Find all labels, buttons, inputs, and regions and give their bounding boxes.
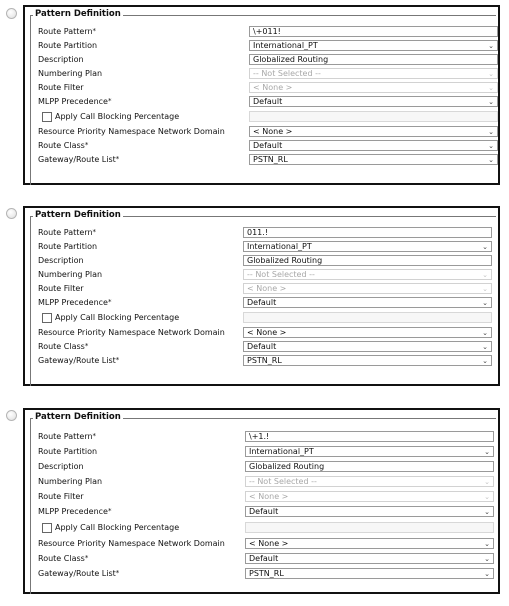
required-marker: * [84, 554, 89, 562]
mlpp-value: Default [249, 507, 279, 516]
chevron-down-icon: ⌄ [482, 285, 488, 293]
gateway-select[interactable] [249, 154, 498, 165]
rpnd-row [25, 326, 498, 340]
gateway-value: PSTN_RL [247, 356, 282, 365]
rpnd-select[interactable] [245, 538, 494, 549]
route-pattern-label: Route Pattern* [38, 228, 97, 237]
chevron-down-icon: ⌄ [482, 299, 488, 307]
route-partition-row [25, 445, 498, 459]
pattern-definition-box [23, 5, 500, 185]
chevron-down-icon: ⌄ [484, 570, 490, 578]
rpnd-value: < None > [249, 539, 289, 548]
description-input[interactable]: Globalized Routing [249, 54, 498, 65]
chevron-down-icon: ⌄ [484, 555, 490, 563]
pattern-definition-box [23, 206, 500, 386]
required-marker: * [92, 228, 97, 236]
call-blocking-row [25, 311, 498, 325]
call-blocking-row [25, 521, 498, 535]
pattern-panel-1 [0, 0, 509, 190]
route-partition-value: International_PT [253, 41, 318, 50]
route-partition-row [25, 240, 498, 254]
route-partition-select[interactable] [249, 40, 498, 51]
chevron-down-icon: ⌄ [488, 84, 494, 92]
required-marker: * [115, 356, 120, 364]
numbering-plan-select [245, 476, 494, 487]
numbering-plan-label: Numbering Plan [38, 270, 103, 279]
call-blocking-label: Apply Call Blocking Percentage [55, 523, 180, 532]
chevron-down-icon: ⌄ [484, 508, 490, 516]
chevron-down-icon: ⌄ [482, 329, 488, 337]
chevron-down-icon: ⌄ [484, 493, 490, 501]
required-marker: * [107, 507, 112, 515]
route-filter-value: < None > [247, 284, 287, 293]
chevron-down-icon: ⌄ [482, 343, 488, 351]
gateway-label: Gateway/Route List* [38, 155, 120, 164]
mlpp-label: MLPP Precedence* [38, 298, 112, 307]
pattern-definition-box [23, 408, 500, 594]
chevron-down-icon: ⌄ [484, 540, 490, 548]
route-class-value: Default [249, 554, 279, 563]
description-row [25, 254, 498, 268]
route-class-value: Default [253, 141, 283, 150]
numbering-plan-value: -- Not Selected -- [249, 477, 317, 486]
panel-select-radio[interactable] [6, 8, 17, 19]
mlpp-row [25, 95, 498, 109]
section-legend: Pattern Definition [35, 9, 121, 19]
numbering-plan-row [25, 67, 498, 81]
route-filter-value: < None > [249, 492, 289, 501]
gateway-value: PSTN_RL [249, 569, 284, 578]
rpnd-value: < None > [247, 328, 287, 337]
mlpp-select[interactable] [249, 96, 498, 107]
route-partition-value: International_PT [247, 242, 312, 251]
mlpp-select[interactable] [245, 506, 494, 517]
numbering-plan-row [25, 475, 498, 489]
section-legend: Pattern Definition [35, 412, 121, 422]
required-marker: * [107, 298, 112, 306]
route-class-label: Route Class* [38, 141, 89, 150]
chevron-down-icon: ⌄ [488, 42, 494, 50]
route-class-select[interactable] [243, 341, 492, 352]
description-label: Description [38, 462, 84, 471]
numbering-plan-select [249, 68, 498, 79]
rpnd-value: < None > [253, 127, 293, 136]
rpnd-select[interactable] [249, 126, 498, 137]
rpnd-row [25, 125, 498, 139]
description-row [25, 460, 498, 474]
chevron-down-icon: ⌄ [484, 478, 490, 486]
mlpp-value: Default [253, 97, 283, 106]
call-blocking-percentage-input [245, 522, 494, 533]
required-marker: * [92, 432, 97, 440]
route-partition-select[interactable] [243, 241, 492, 252]
description-input[interactable]: Globalized Routing [245, 461, 494, 472]
gateway-select[interactable] [243, 355, 492, 366]
route-pattern-input[interactable]: \+011! [249, 26, 498, 37]
chevron-down-icon: ⌄ [488, 142, 494, 150]
description-row [25, 53, 498, 67]
chevron-down-icon: ⌄ [488, 156, 494, 164]
required-marker: * [84, 342, 89, 350]
chevron-down-icon: ⌄ [488, 70, 494, 78]
numbering-plan-label: Numbering Plan [38, 69, 103, 78]
pattern-panel-3 [0, 402, 509, 598]
route-pattern-input[interactable]: 011.! [243, 227, 492, 238]
gateway-row [25, 567, 498, 581]
route-filter-row [25, 490, 498, 504]
route-filter-row [25, 81, 498, 95]
mlpp-row [25, 505, 498, 519]
gateway-label: Gateway/Route List* [38, 356, 120, 365]
mlpp-value: Default [247, 298, 277, 307]
gateway-row [25, 153, 498, 167]
mlpp-label: MLPP Precedence* [38, 97, 112, 106]
route-pattern-row [25, 430, 498, 444]
numbering-plan-row [25, 268, 498, 282]
numbering-plan-select [243, 269, 492, 280]
chevron-down-icon: ⌄ [482, 271, 488, 279]
route-filter-select [243, 283, 492, 294]
required-marker: * [84, 141, 89, 149]
call-blocking-label: Apply Call Blocking Percentage [55, 112, 180, 121]
rpnd-label: Resource Priority Namespace Network Domain [38, 539, 225, 548]
route-class-row [25, 552, 498, 566]
call-blocking-label: Apply Call Blocking Percentage [55, 313, 180, 322]
gateway-label: Gateway/Route List* [38, 569, 120, 578]
required-marker: * [115, 155, 120, 163]
mlpp-select[interactable] [243, 297, 492, 308]
call-blocking-checkbox[interactable] [42, 313, 52, 323]
route-partition-select[interactable] [245, 446, 494, 457]
route-class-value: Default [247, 342, 277, 351]
rpnd-label: Resource Priority Namespace Network Domain [38, 127, 225, 136]
route-pattern-row [25, 226, 498, 240]
route-filter-value: < None > [253, 83, 293, 92]
rpnd-row [25, 537, 498, 551]
required-marker: * [115, 569, 120, 577]
chevron-down-icon: ⌄ [488, 98, 494, 106]
route-partition-label: Route Partition [38, 41, 98, 50]
mlpp-label: MLPP Precedence* [38, 507, 112, 516]
route-pattern-row [25, 25, 498, 39]
numbering-plan-value: -- Not Selected -- [247, 270, 315, 279]
call-blocking-percentage-input [243, 312, 492, 323]
required-marker: * [107, 97, 112, 105]
route-class-row [25, 139, 498, 153]
description-label: Description [38, 55, 84, 64]
gateway-value: PSTN_RL [253, 155, 288, 164]
panel-select-radio[interactable] [6, 410, 17, 421]
numbering-plan-label: Numbering Plan [38, 477, 103, 486]
gateway-row [25, 354, 498, 368]
route-class-row [25, 340, 498, 354]
route-class-label: Route Class* [38, 554, 89, 563]
route-partition-label: Route Partition [38, 447, 98, 456]
route-partition-row [25, 39, 498, 53]
rpnd-label: Resource Priority Namespace Network Domain [38, 328, 225, 337]
pattern-panel-2 [0, 200, 509, 390]
gateway-select[interactable] [245, 568, 494, 579]
mlpp-row [25, 296, 498, 310]
route-class-select[interactable] [245, 553, 494, 564]
route-filter-label: Route Filter [38, 83, 84, 92]
call-blocking-checkbox[interactable] [42, 523, 52, 533]
route-class-label: Route Class* [38, 342, 89, 351]
description-input[interactable]: Globalized Routing [243, 255, 492, 266]
panel-select-radio[interactable] [6, 208, 17, 219]
route-pattern-input[interactable]: \+1.! [245, 431, 494, 442]
chevron-down-icon: ⌄ [488, 128, 494, 136]
call-blocking-row [25, 110, 498, 124]
chevron-down-icon: ⌄ [482, 357, 488, 365]
route-filter-label: Route Filter [38, 492, 84, 501]
route-partition-label: Route Partition [38, 242, 98, 251]
route-filter-select [245, 491, 494, 502]
route-partition-value: International_PT [249, 447, 314, 456]
route-pattern-label: Route Pattern* [38, 27, 97, 36]
description-label: Description [38, 256, 84, 265]
route-pattern-label: Route Pattern* [38, 432, 97, 441]
rpnd-select[interactable] [243, 327, 492, 338]
numbering-plan-value: -- Not Selected -- [253, 69, 321, 78]
route-filter-row [25, 282, 498, 296]
route-filter-label: Route Filter [38, 284, 84, 293]
chevron-down-icon: ⌄ [482, 243, 488, 251]
call-blocking-percentage-input [249, 111, 498, 122]
route-class-select[interactable] [249, 140, 498, 151]
section-legend: Pattern Definition [35, 210, 121, 220]
route-filter-select [249, 82, 498, 93]
chevron-down-icon: ⌄ [484, 448, 490, 456]
required-marker: * [92, 27, 97, 35]
call-blocking-checkbox[interactable] [42, 112, 52, 122]
